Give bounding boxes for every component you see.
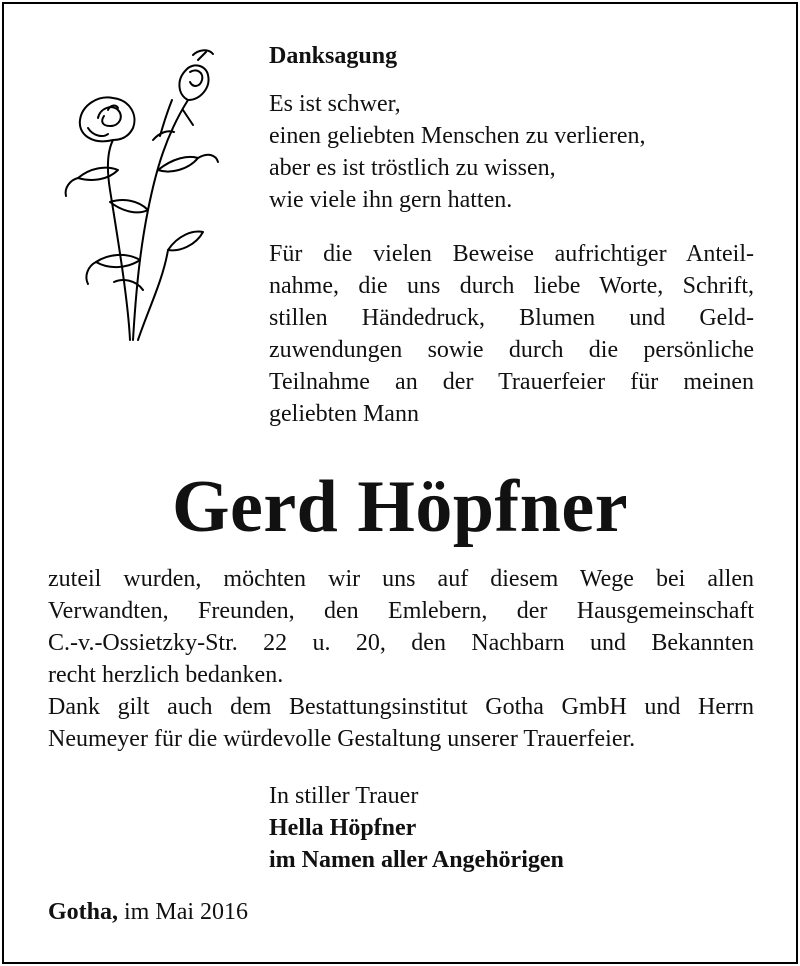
poem bbox=[269, 88, 754, 216]
intro-column bbox=[269, 40, 754, 430]
paragraph-line: C.-v.-Ossietzky-Str. 22 u. 20, den Nachbarn und Bekannten bbox=[48, 630, 754, 656]
thanks-paragraph-intro bbox=[269, 238, 754, 430]
date: im Mai 2016 bbox=[124, 899, 249, 925]
paragraph-line: Verwandten, Freunden, den Emlebern, der Hausgemeinschaft bbox=[48, 598, 754, 624]
paragraph-line: Dank gilt auch dem Bestattungsinstitut Gotha GmbH und Herrn bbox=[48, 694, 754, 720]
signer-family: im Namen aller Angehörigen bbox=[269, 847, 564, 873]
poem-line: Es ist schwer, bbox=[269, 91, 401, 117]
poem-line: aber es ist tröstlich zu wissen, bbox=[269, 155, 556, 181]
place: Gotha, bbox=[48, 899, 119, 925]
paragraph-line: zuteil wurden, möchten wir uns auf diesem Wege bei allen bbox=[48, 566, 754, 592]
poem-line: wie viele ihn gern hatten. bbox=[269, 187, 513, 213]
thanks-paragraph-main bbox=[48, 563, 754, 755]
closing-phrase: In stiller Trauer bbox=[269, 783, 419, 809]
rose-illustration-icon bbox=[48, 40, 223, 345]
notice-heading: Danksagung bbox=[269, 43, 398, 69]
paragraph-line: Für die vielen Beweise aufrichtiger Anteil- bbox=[269, 241, 754, 267]
poem-line: einen geliebten Menschen zu verlieren, bbox=[269, 123, 646, 149]
deceased-name: Gerd Höpfner bbox=[171, 466, 629, 548]
paragraph-line: zuwendungen sowie durch die persönliche bbox=[269, 337, 754, 363]
signer-name: Hella Höpfner bbox=[269, 815, 417, 841]
place-date bbox=[48, 896, 248, 928]
signature-block bbox=[269, 780, 564, 876]
paragraph-line: geliebten Mann bbox=[269, 401, 419, 427]
paragraph-line: nahme, die uns durch liebe Worte, Schrift, bbox=[269, 273, 754, 299]
paragraph-line: Neumeyer für die würdevolle Gestaltung unserer Trauerfeier. bbox=[48, 726, 636, 752]
paragraph-line: Teilnahme an der Trauerfeier für meinen bbox=[269, 369, 754, 395]
paragraph-line: recht herzlich bedanken. bbox=[48, 662, 284, 688]
paragraph-line: stillen Händedruck, Blumen und Geld- bbox=[269, 305, 754, 331]
